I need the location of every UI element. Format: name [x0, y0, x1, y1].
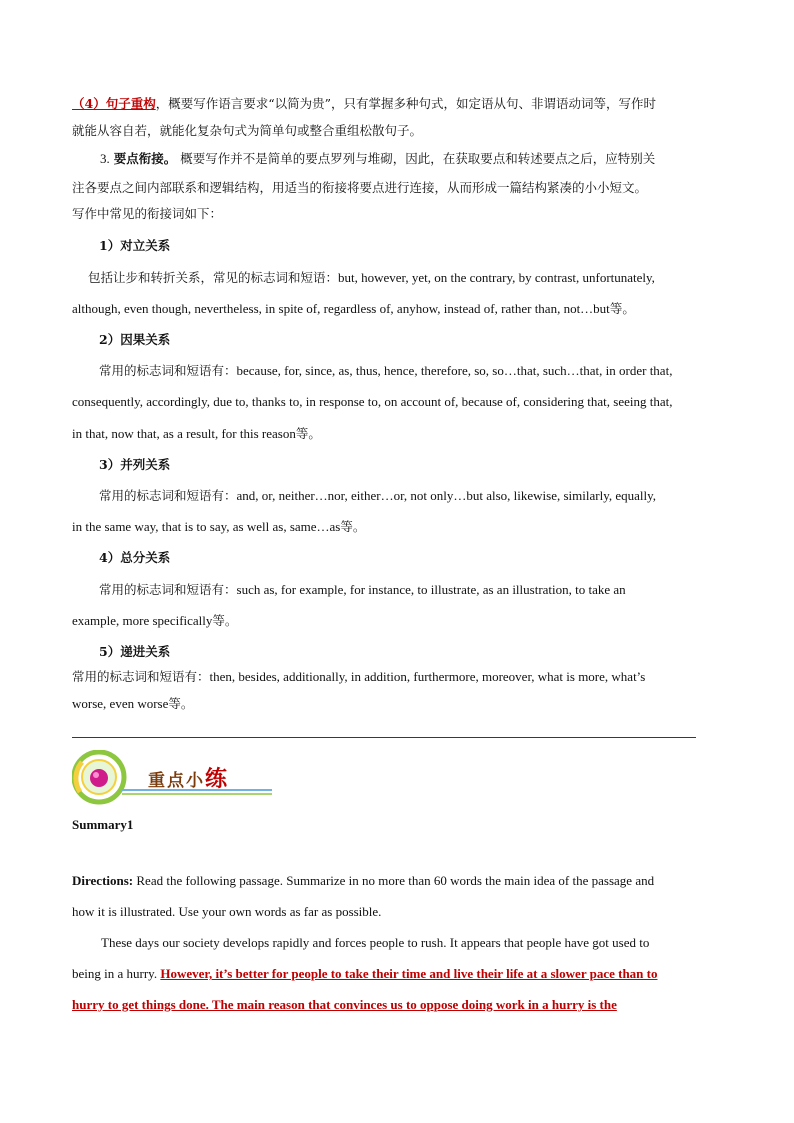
directions-text: Read the following passage. Summarize in no more than 60 words the main idea of the passage and — [136, 873, 655, 888]
connectives: although, even though, nevertheless, in spite of, regardless of, anyhow, instead of, rather than, not…but — [72, 301, 610, 316]
connectives: such as, for example, for instance, to illustrate, as an illustration, to take an — [236, 582, 626, 597]
directions-label: Directions: — [72, 873, 134, 888]
badge-title-text: 重点小 — [148, 771, 205, 791]
section-general-line1 — [99, 581, 724, 599]
lead-text: 常用的标志词和短语有： — [99, 363, 237, 378]
passage-text: being in a hurry. — [72, 966, 158, 981]
section-contrast-line1 — [88, 269, 724, 287]
end-text: 等。 — [340, 519, 366, 534]
connectives: and, or, neither…nor, either…or, not only…but also, likewise, similarly, equally, — [236, 488, 657, 503]
section-title-progression: 5）递进关系 — [99, 644, 171, 659]
connectives: in that, now that, as a result, for this reason — [72, 426, 296, 441]
section-general-line2 — [72, 612, 722, 630]
end-text: 等。 — [609, 301, 635, 316]
section-parallel-line2 — [72, 518, 722, 536]
summary-heading: Summary1 — [72, 817, 134, 832]
lead-text: 常用的标志词和短语有： — [99, 582, 237, 597]
section-title-cause-effect: 2）因果关系 — [99, 332, 171, 347]
section-progression-line1 — [72, 668, 724, 686]
paragraph-cohesion-line2: 注各要点之间内部联系和逻辑结构，用适当的衔接将要点进行连接，从而形成一篇结构紧凑的小小短文。 — [72, 180, 648, 195]
lead-text: 常用的标志词和短语有： — [99, 488, 237, 503]
connectives: example, more specifically — [72, 613, 213, 628]
section-cause-line1 — [99, 362, 724, 380]
section-cause-line2 — [72, 393, 722, 411]
connectives: then, besides, additionally, in addition, furthermore, moreover, what is more, what’s — [209, 669, 646, 684]
passage-highlight: However, it’s better for people to take their time and live their life at a slower pace than to — [160, 966, 658, 981]
section-title-parallel: 3）并列关系 — [99, 457, 171, 472]
section-divider-tail — [656, 737, 696, 738]
lead-text: 常用的标志词和短语有： — [72, 669, 210, 684]
passage-line1: These days our society develops rapidly and forces people to rush. It appears that people have got used to — [101, 935, 650, 950]
connectives: in the same way, that is to say, as well as, same…as — [72, 519, 341, 534]
text: 概要写作并不是简单的要点罗列与堆砌，因此，在获取要点和转述要点之后，应特别关 — [180, 151, 656, 166]
paragraph-cohesion-line3: 写作中常见的衔接词如下： — [72, 206, 223, 221]
connectives: consequently, accordingly, due to, thanks to, in response to, on account of, because of, considering that, seeing that, — [72, 394, 673, 409]
practice-badge-title — [148, 762, 229, 793]
section-contrast-line2 — [72, 300, 722, 318]
connectives: worse, even worse — [72, 696, 169, 711]
passage-line3-highlight: hurry to get things done. The main reason that convinces us to oppose doing work in a hurry is the — [72, 997, 617, 1012]
item-label: 要点衔接。 — [113, 151, 177, 166]
paragraph-sentence-restructure-line2: 就能从容自若，就能化复杂句式为简单句或整合重组松散句子。 — [72, 123, 423, 138]
section-divider — [72, 737, 657, 738]
connectives: but, however, yet, on the contrary, by contrast, unfortunately, — [338, 270, 655, 285]
section-title-general-specific: 4）总分关系 — [99, 550, 171, 565]
end-text: 等。 — [168, 696, 194, 711]
section-title-contrast: 1）对立关系 — [99, 238, 171, 253]
item-number: 3. — [100, 151, 110, 166]
section-cause-line3 — [72, 425, 722, 443]
section-progression-line2 — [72, 695, 722, 713]
end-text: 等。 — [295, 426, 321, 441]
passage-line2 — [72, 965, 724, 983]
paragraph-sentence-restructure-line1 — [72, 95, 722, 113]
lead-text: 包括让步和转折关系，常见的标志词和短语： — [88, 270, 339, 285]
paragraph-cohesion-line1 — [100, 150, 722, 168]
summary-directions-line2: how it is illustrated. Use your own words as far as possible. — [72, 904, 382, 919]
summary-directions-line1 — [72, 872, 724, 890]
end-text: 等。 — [212, 613, 238, 628]
text: ，概要写作语言要求“以简为贵”，只有掌握多种句式，如定语从句、非谓语动词等，写作时 — [155, 96, 656, 111]
connectives: because, for, since, as, thus, hence, therefore, so, so…that, such…that, in order that, — [236, 363, 673, 378]
badge-title-highlight: 练 — [205, 766, 230, 792]
section-parallel-line1 — [99, 487, 724, 505]
item-label: （4）句子重构 — [72, 96, 156, 111]
